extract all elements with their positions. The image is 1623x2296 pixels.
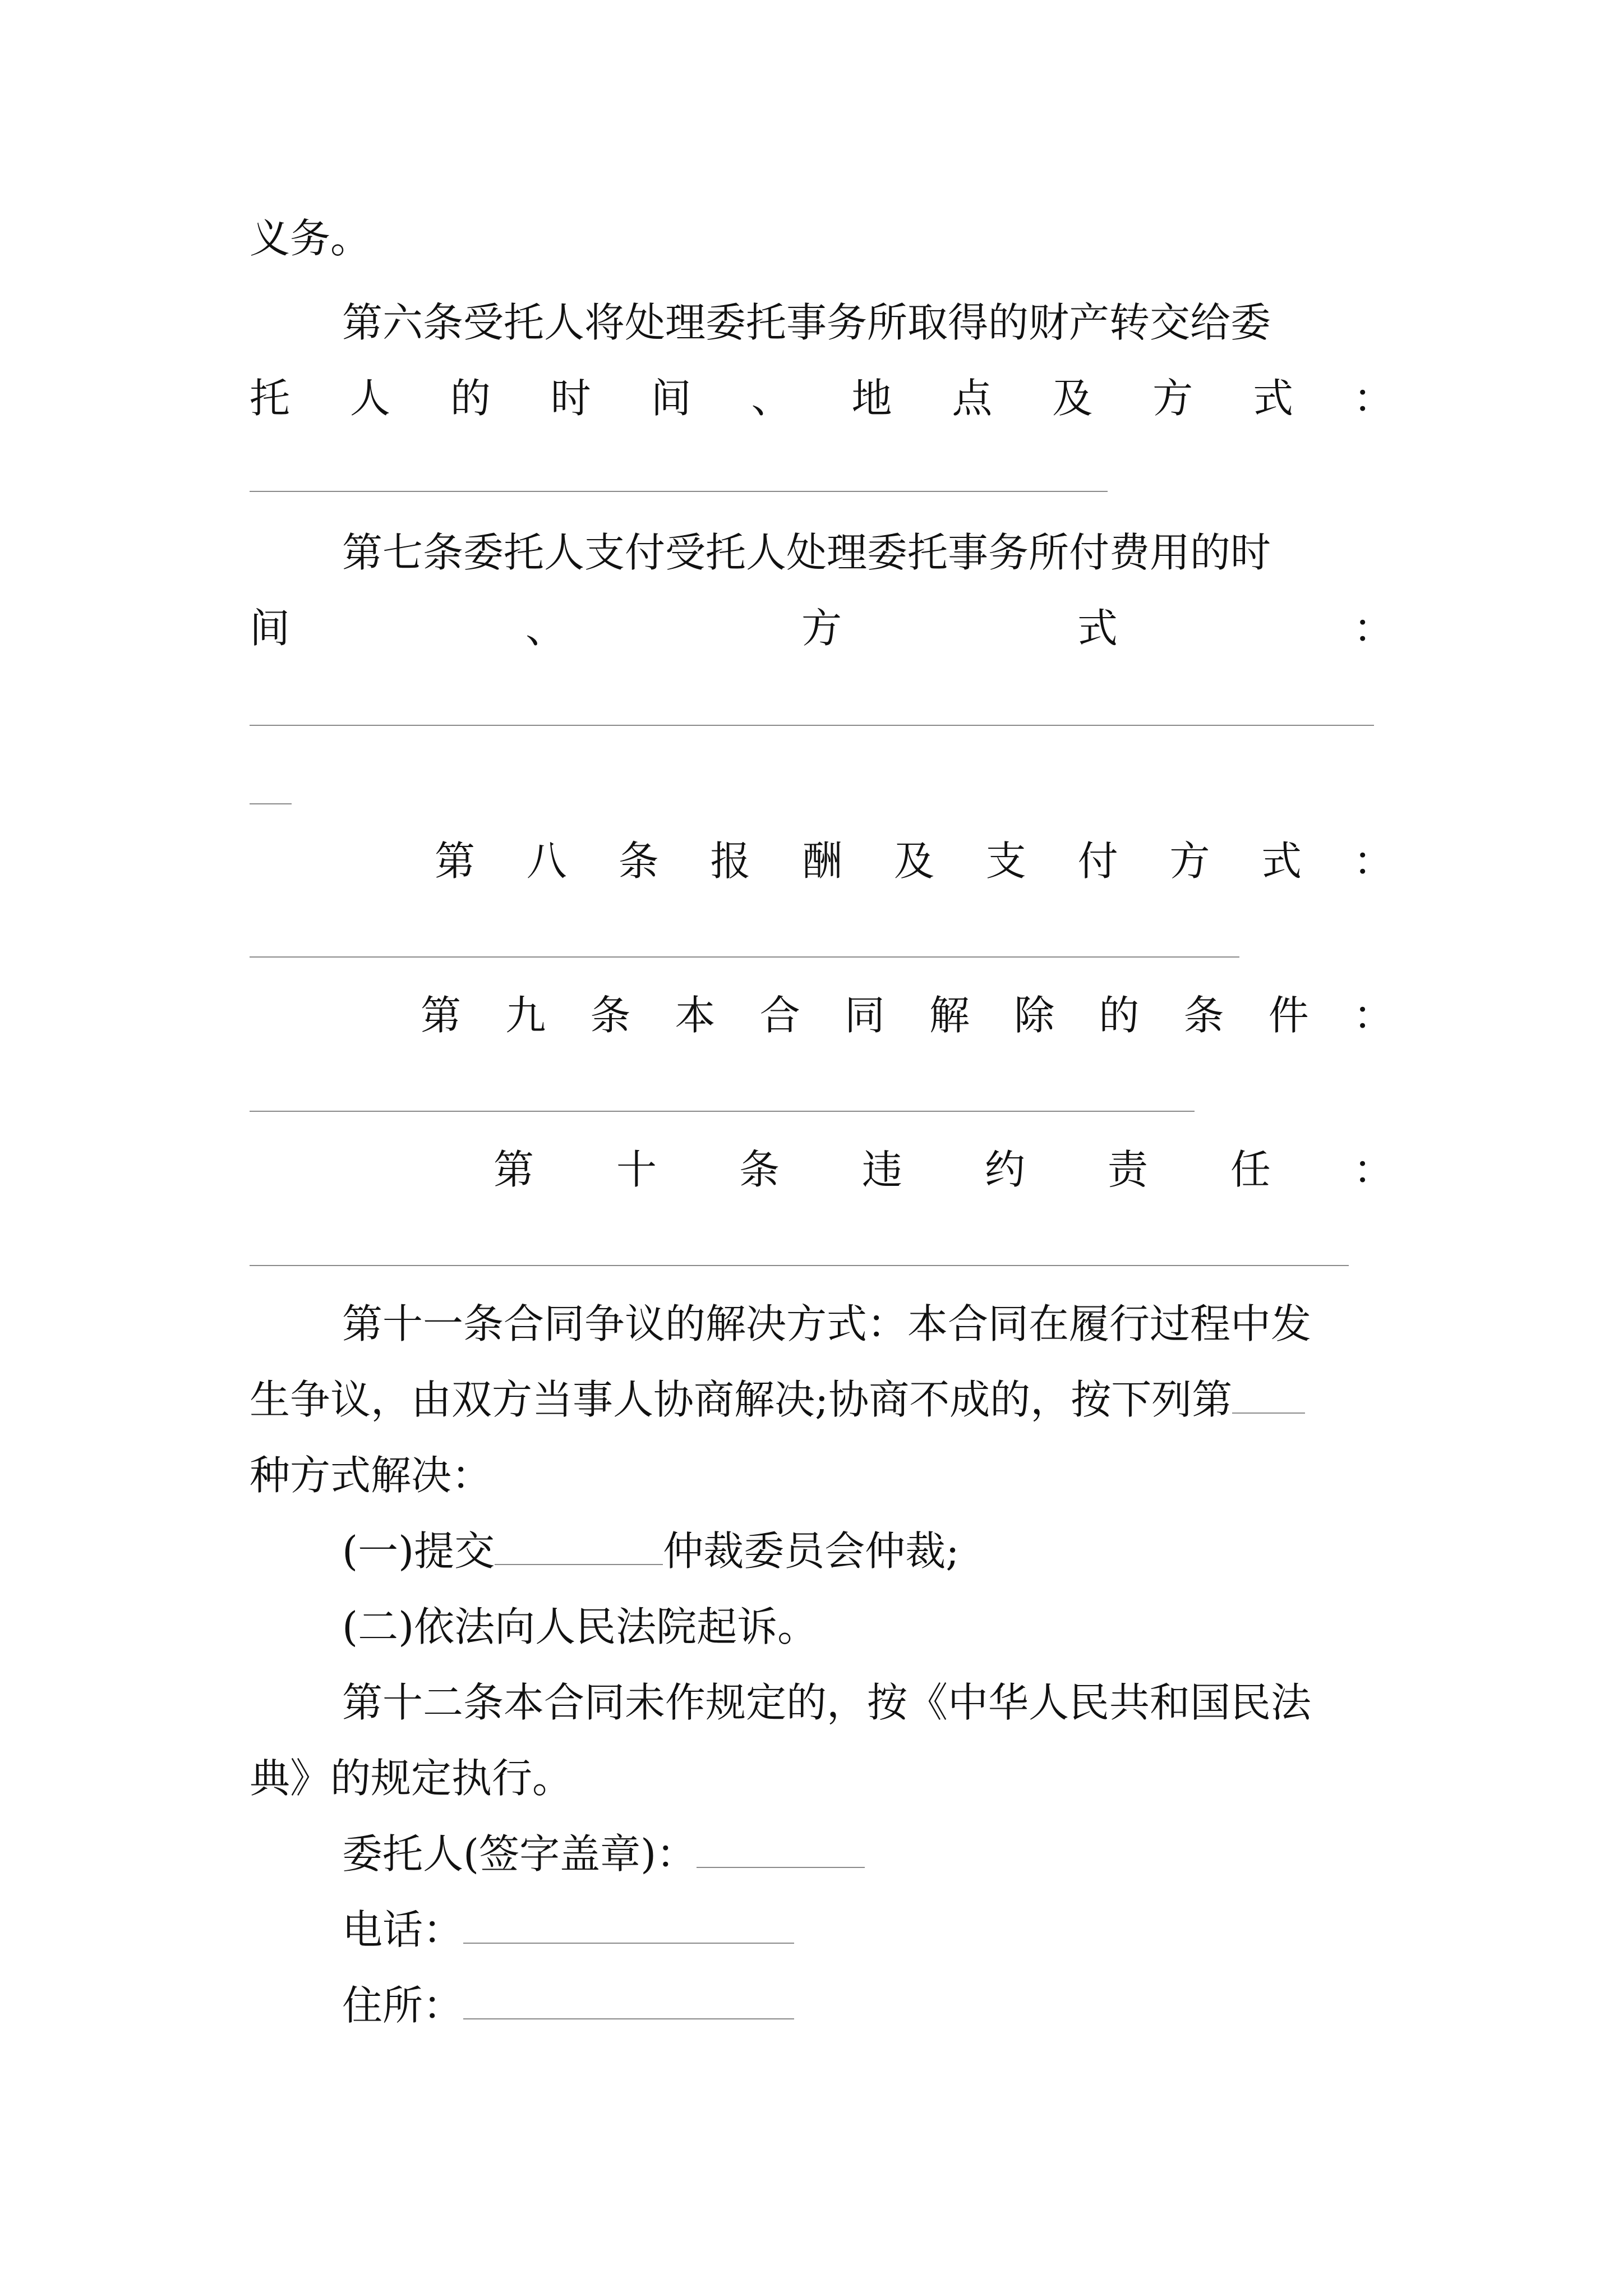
article-6-fill-line: [250, 491, 1108, 492]
article-9-fill-line: [250, 1111, 1195, 1112]
article-12-line-2: 典》的规定执行。: [250, 1755, 573, 1802]
article-12-line-1: 第十二条本合同未作规定的，按《中华人民共和国民法: [342, 1679, 1312, 1726]
article-6-line-1: 第六条受托人将处理委托事务所取得的财产转交给委: [342, 299, 1271, 346]
article-7-line-2: 间 、 方 式 ：: [250, 605, 1394, 652]
article-7-fill-line: [250, 725, 1374, 726]
article-11-line-1: 第十一条合同争议的解决方式：本合同在履行过程中发: [342, 1300, 1312, 1347]
article-9-heading: 第 九 条 本 合 同 解 除 的 条 件 ：: [421, 992, 1394, 1039]
option-1-arbitration: (一)提交 仲裁委员会仲裁;: [342, 1527, 960, 1575]
phone-line: 电话：: [342, 1902, 794, 1958]
option-2-litigation: (二)依法向人民法院起诉。: [342, 1603, 818, 1650]
signature-line: 委托人(签字盖章)：: [342, 1826, 865, 1882]
article-10-heading: 第 十 条 违 约 责 任 ：: [494, 1146, 1394, 1193]
article-8-heading: 第 八 条 报 酬 及 支 付 方 式 ：: [435, 838, 1394, 885]
paragraph-obligation-end: 义务。: [250, 215, 371, 262]
article-8-fill-line: [250, 956, 1239, 958]
signature-blank[interactable]: [697, 1832, 865, 1868]
article-11-line-2: 生争议，由双方当事人协商解决;协商不成的，按下列第: [250, 1372, 1305, 1428]
arbitration-commission-blank[interactable]: [495, 1529, 663, 1565]
address-blank[interactable]: [463, 1984, 794, 2019]
article-10-fill-line: [250, 1265, 1349, 1266]
article-6-line-2: 托 人 的 时 间 、 地 点 及 方 式 ：: [250, 375, 1394, 422]
method-number-blank[interactable]: [1232, 1378, 1305, 1414]
address-line: 住所：: [342, 1977, 794, 2033]
phone-blank[interactable]: [463, 1908, 794, 1944]
article-7-fill-line-tail: [250, 803, 292, 804]
article-7-line-1: 第七条委托人支付受托人处理委托事务所付费用的时: [342, 529, 1271, 576]
article-11-line-3: 种方式解决：: [250, 1452, 492, 1499]
